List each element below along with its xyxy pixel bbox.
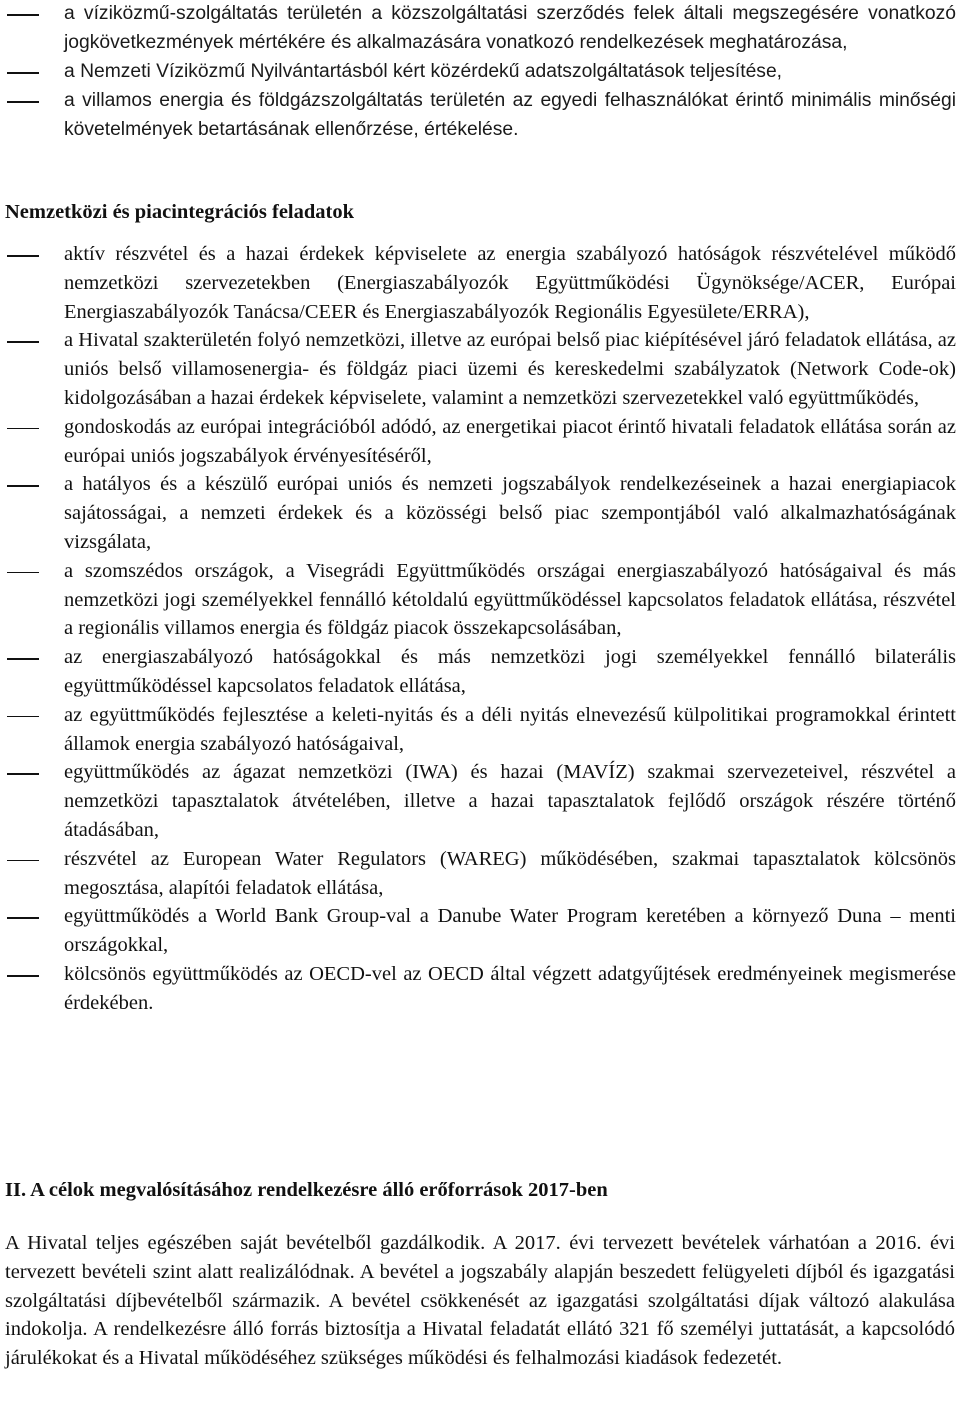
section-heading-resources: II. A célok megvalósításához rendelkezésre álló erőforrások 2017-ben <box>5 1179 608 1201</box>
list-item-text: részvétel az European Water Regulators (WAREG) működésében, szakmai tapasztalatok kölcsönös megosztása, alapítói feladatok ellátása, <box>64 847 956 899</box>
list-item-text: a víziközmű-szolgáltatás területén a közszolgáltatási szerződés felek általi megszegésére vonatkozó jogkövetkezmények mértékére és alkalmazására vonatkozó rendelkezések meghatározása, <box>64 3 956 53</box>
list-item-text: az energiaszabályozó hatóságokkal és más nemzetközi jogi személyekkel fennálló bilaterális együttműködéssel kapcsolatos feladatok ellátása, <box>64 646 956 697</box>
list-item <box>0 413 960 471</box>
list-item-text: a Hivatal szakterületén folyó nemzetközi, illetve az európai belső piac kiépítésével járó feladatok ellátása, az uniós belső villamosenergia- és földgáz piaci üzemi és kereskedelmi szabályzatok (Network Code-ok) kidolgozásában a hazai érdekek képviselete, valamint a nemzetközi szervezetekkel való együttműködés, <box>64 329 956 409</box>
list-item-text: a villamos energia és földgázszolgáltatás területén az egyedi felhasználókat érintő minimális minőségi követelmények betartásának ellenőrzése, értékelése. <box>64 90 956 140</box>
list-item-text: együttműködés a World Bank Group-val a Danube Water Program keretében a környező Duna – menti országokkal, <box>64 905 956 957</box>
list-item <box>0 701 960 759</box>
list-item-text: az együttműködés fejlesztése a keleti-nyitás és a déli nyitás elnevezésű külpolitikai programokkal érintett államok energia szabályozó hatóságaival, <box>64 703 956 755</box>
list-item <box>0 902 960 960</box>
international-task-list <box>0 240 960 1018</box>
list-item <box>0 643 960 701</box>
list-item-text: a Nemzeti Víziközmű Nyilvántartásból kért közérdekű adatszolgáltatások teljesítése, <box>64 61 783 82</box>
list-item-text: együttműködés az ágazat nemzetközi (IWA) és hazai (MAVÍZ) szakmai szervezeteivel, részvétel a nemzetközi tapasztalatok átvételében, illetve a hazai tapasztalatok fejlődő országok részére történő átadásában, <box>64 761 956 841</box>
responsibility-list <box>0 0 960 144</box>
list-item <box>0 557 960 643</box>
section-heading-international: Nemzetközi és piacintegrációs feladatok <box>5 201 354 223</box>
list-item <box>0 960 960 1018</box>
list-item-text: aktív részvétel és a hazai érdekek képviselete az energia szabályozó hatóságok részvételével működő nemzetközi szervezetekben (Energiaszabályozók Együttműködési Ügynöksége/ACER, Európai Energiaszabályozók Tanácsa/CEER és Energiaszabályozók Regionális Egyesülete/ERRA), <box>64 243 956 323</box>
list-item-text: gondoskodás az európai integrációból adódó, az energetikai piacot érintő hivatali feladatok ellátása során az európai uniós jogszabályok érvényesítéséről, <box>64 415 956 467</box>
list-item-text: a szomszédos országok, a Visegrádi Együttműködés országai energiaszabályozó hatóságaival és más nemzetközi jogi személyekkel fennálló kétoldalú együttműködéssel kapcsolatos feladatok ellátása, részvétel a regionális villamos energia és földgáz piacok összekapcsolásában, <box>64 559 956 640</box>
list-item <box>0 470 960 556</box>
list-item <box>0 758 960 844</box>
list-item <box>0 326 960 412</box>
resources-paragraph: A Hivatal teljes egészében saját bevételből gazdálkodik. A 2017. évi tervezett bevételek várhatóan a 2016. évi tervezett bevételi szint alatt realizálódnak. A bevétel a jogszabály alapján beszedett felügyeleti díjból és igazgatási szolgáltatási díjbevételből származik. A bevétel csökkenését az igazgatási szolgáltatási díjak változó alakulása indokolja. A rendelkezésre álló forrás biztosítja a Hivatal feladatát ellátó 321 fő személyi juttatását, a kapcsolódó járulékokat és a Hivatal működéséhez szükséges működési és felhalmozási kiadások fedezetét. <box>5 1232 955 1370</box>
list-item <box>0 240 960 326</box>
list-item <box>0 57 960 86</box>
list-item <box>0 845 960 903</box>
list-item <box>0 0 960 57</box>
list-item-text: a hatályos és a készülő európai uniós és nemzeti jogszabályok rendelkezéseinek a hazai energiapiacok sajátosságai, a nemzeti érdekek és a közösségi belső piac szempontjából való alkalmazhatóságának vizsgálata, <box>64 473 956 553</box>
list-item <box>0 86 960 144</box>
list-item-text: kölcsönös együttműködés az OECD-vel az OECD által végzett adatgyűjtések eredményeinek megismerése érdekében. <box>64 962 956 1014</box>
